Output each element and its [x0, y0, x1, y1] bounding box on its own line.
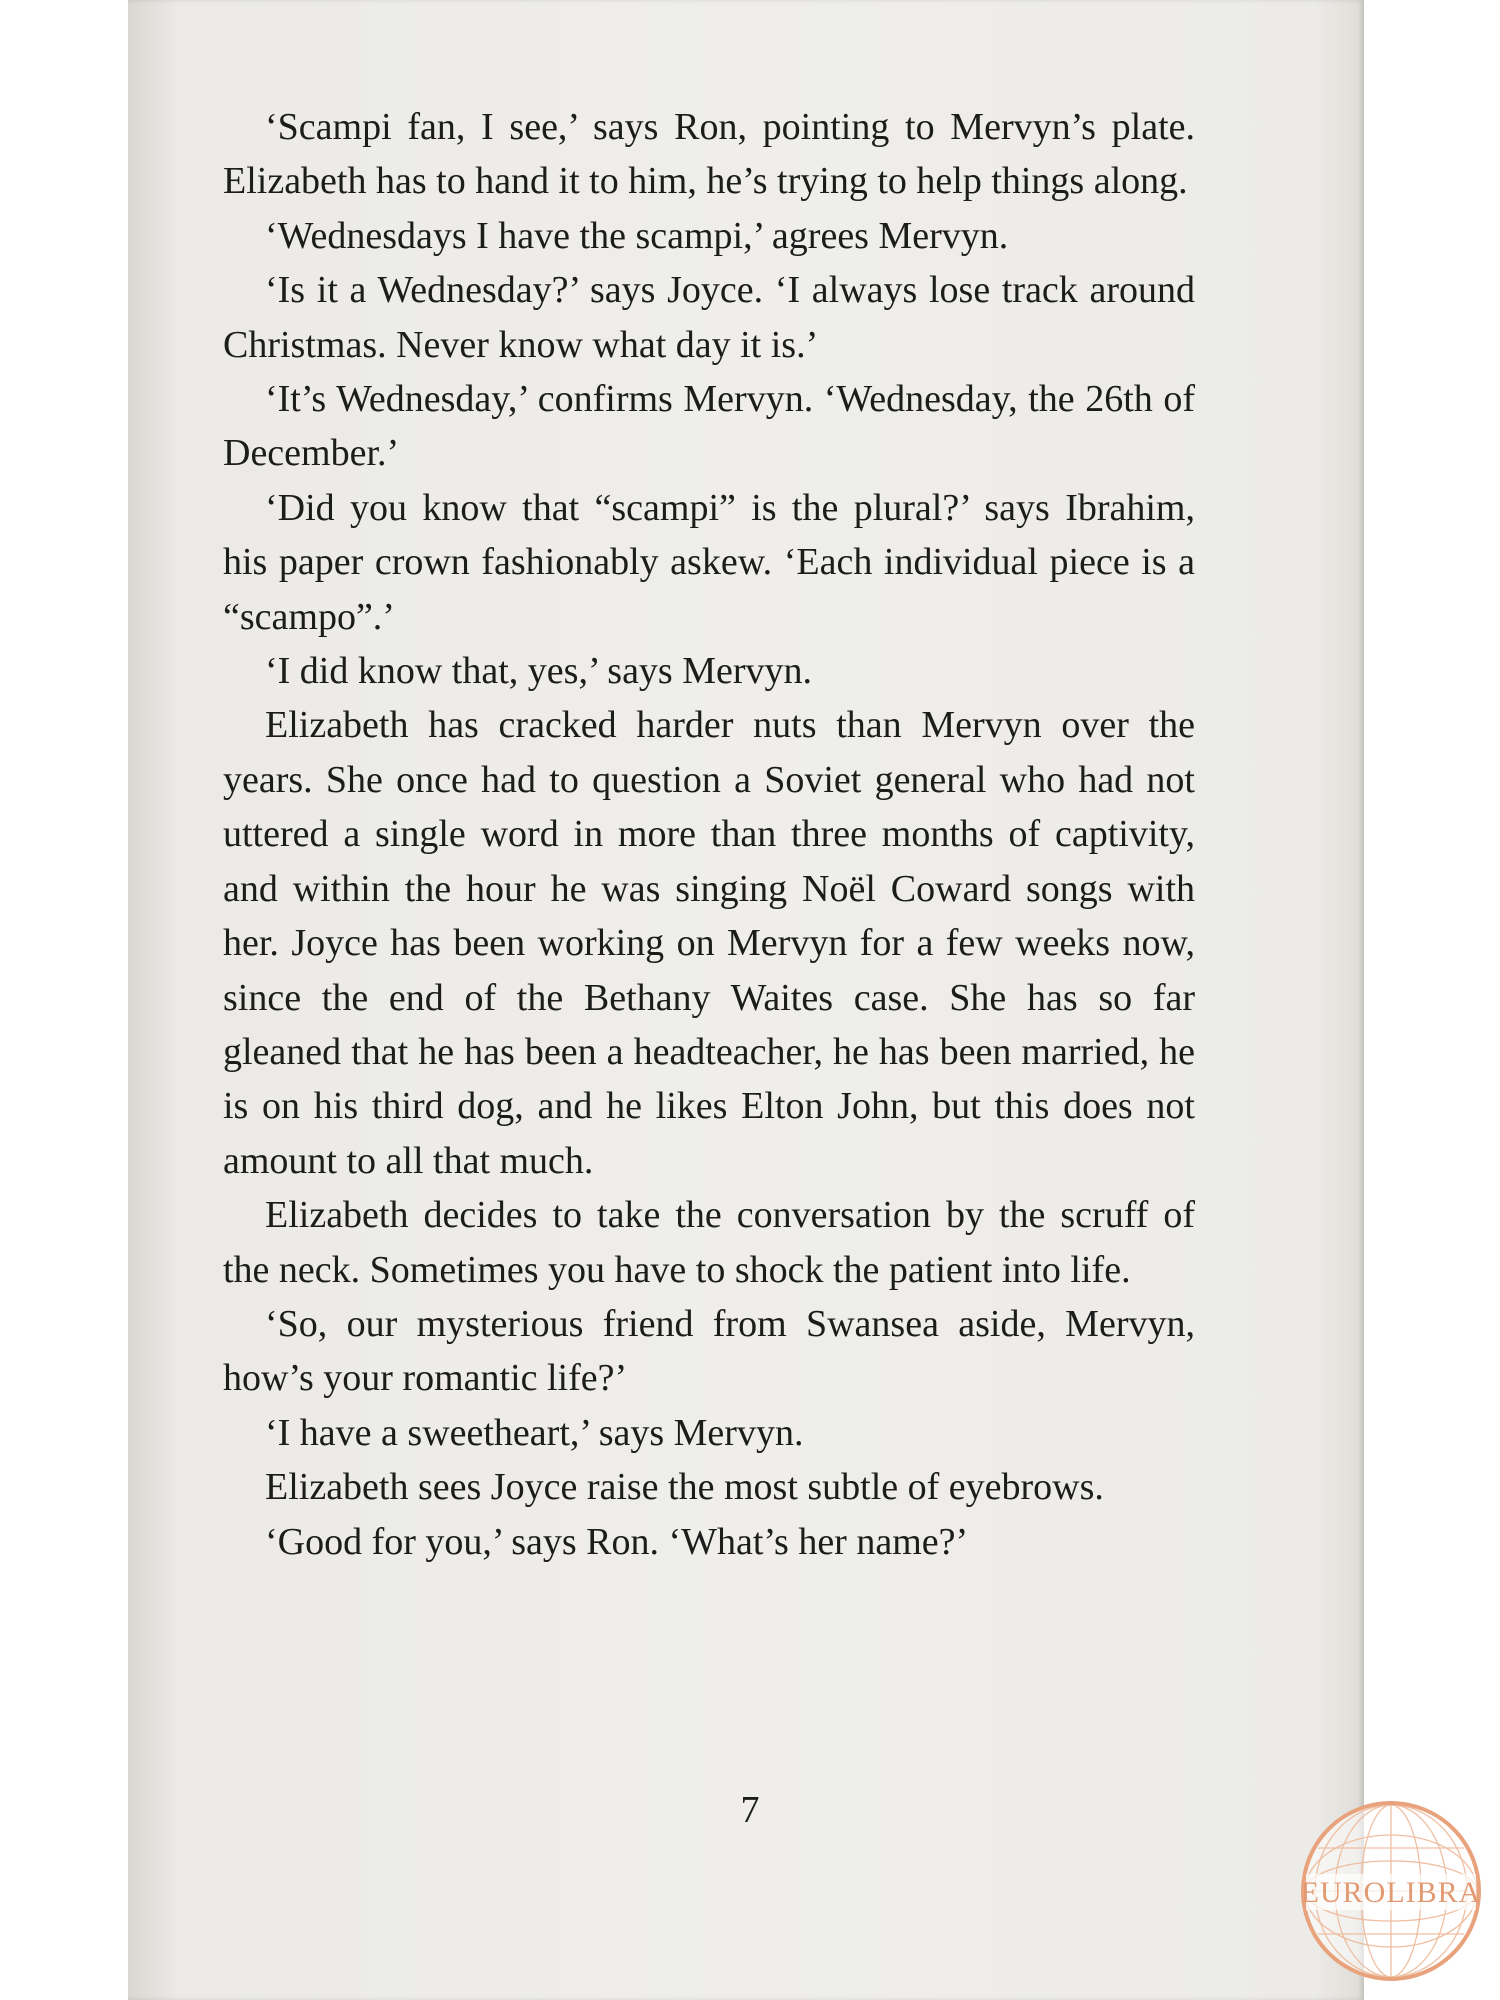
page-number: 7 — [740, 1789, 760, 1831]
paragraph: ‘It’s Wednesday,’ confirms Mervyn. ‘Wednesday, the 26th of December.’ — [223, 378, 1195, 475]
paragraph: Elizabeth decides to take the conversation by the scruff of the neck. Sometimes you have to shock the patient into life. — [223, 1194, 1195, 1291]
eurolibra-watermark-logo — [1298, 1798, 1484, 1984]
paragraph: ‘So, our mysterious friend from Swansea aside, Mervyn, how’s your romantic life?’ — [223, 1302, 1195, 1400]
paragraph: ‘I have a sweetheart,’ says Mervyn. — [265, 1411, 804, 1454]
paragraph: Elizabeth sees Joyce raise the most subtle of eyebrows. — [265, 1466, 1104, 1509]
paragraph: ‘Scampi fan, I see,’ says Ron, pointing to Mervyn’s plate. Elizabeth has to hand it to him, he’s trying to help things along. — [223, 106, 1195, 203]
watermark-text: EUROLIBRA — [1300, 1876, 1482, 1909]
paragraph: ‘I did know that, yes,’ says Mervyn. — [265, 650, 813, 693]
paragraph: ‘Wednesdays I have the scampi,’ agrees Mervyn. — [265, 214, 1009, 257]
paragraph: ‘Did you know that “scampi” is the plural?’ says Ibrahim, his paper crown fashionably askew. ‘Each individual piece is a “scampo”.’ — [223, 486, 1195, 638]
paragraph: Elizabeth has cracked harder nuts than Mervyn over the years. She once had to question a Soviet general who had not uttered a single word in more than three months of captivity, and within the hour he was singing Noël Coward songs with her. Joyce has been working on Mervyn for a few weeks now, since the end of the Bethany Waites case. She has so far gleaned that he has been a headteacher, he has been married, he is on his third dog, and he likes Elton John, but this does not amount to all that much. — [223, 704, 1195, 1182]
paragraph: ‘Good for you,’ says Ron. ‘What’s her name?’ — [265, 1520, 969, 1563]
paragraph: ‘Is it a Wednesday?’ says Joyce. ‘I always lose track around Christmas. Never know what day it is.’ — [223, 269, 1195, 366]
body-text — [223, 100, 1195, 1569]
